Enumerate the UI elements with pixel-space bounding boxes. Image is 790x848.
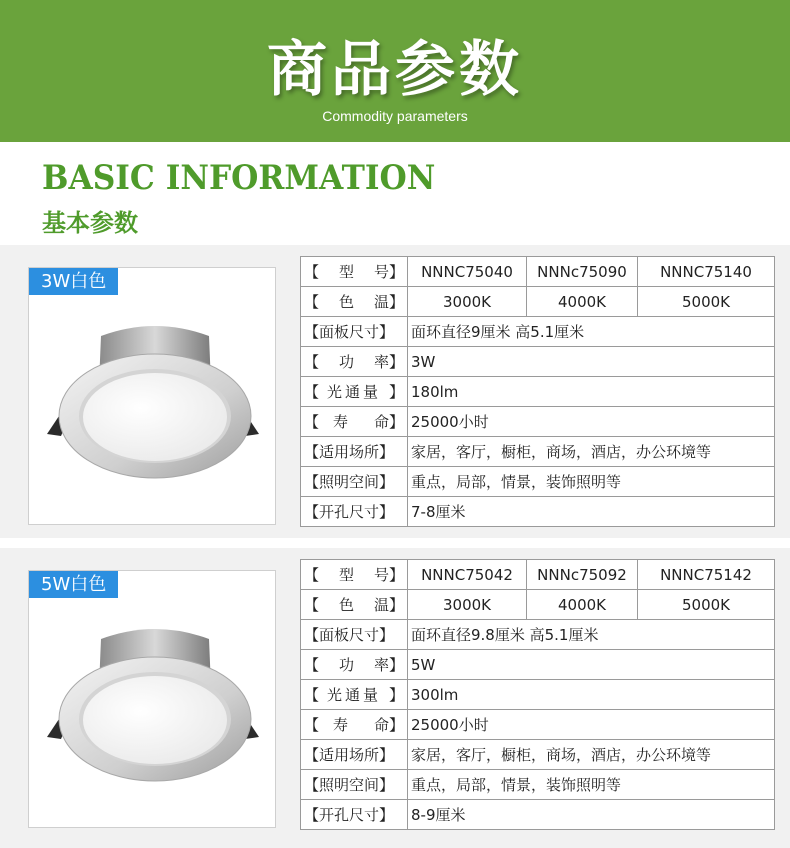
model-value: NNNc75092 <box>527 560 638 590</box>
label-color-temp: 【 色 温】 <box>301 590 408 620</box>
table-row <box>301 710 775 740</box>
label-model: 【 型 号】 <box>301 257 408 287</box>
temp-value: 5000K <box>638 287 775 317</box>
applicable-places-value: 家居，客厅，橱柜，商场，酒店，办公环境等 <box>408 740 775 770</box>
product-badge: 5W白色 <box>29 571 118 598</box>
table-row <box>301 437 775 467</box>
applicable-places-value: 家居，客厅，橱柜，商场，酒店，办公环境等 <box>408 437 775 467</box>
temp-value: 3000K <box>408 590 527 620</box>
lifespan-value: 25000小时 <box>408 407 775 437</box>
table-row <box>301 257 775 287</box>
temp-value: 3000K <box>408 287 527 317</box>
temp-value: 5000K <box>638 590 775 620</box>
table-row <box>301 620 775 650</box>
section-title-en: BASIC INFORMATION <box>42 158 436 198</box>
downlight-image <box>39 306 267 486</box>
luminous-flux-value: 180lm <box>408 377 775 407</box>
header-banner <box>0 0 790 142</box>
panel-size-value: 面环直径9厘米 高5.1厘米 <box>408 317 775 347</box>
product-photo-5w <box>28 570 276 828</box>
label-lifespan: 【 寿 命】 <box>301 407 408 437</box>
model-value: NNNC75142 <box>638 560 775 590</box>
table-row <box>301 800 775 830</box>
table-row <box>301 590 775 620</box>
lighting-space-value: 重点，局部，情景，装饰照明等 <box>408 467 775 497</box>
table-row <box>301 740 775 770</box>
table-row <box>301 680 775 710</box>
label-power: 【 功 率】 <box>301 650 408 680</box>
panel-size-value: 面环直径9.8厘米 高5.1厘米 <box>408 620 775 650</box>
power-value: 3W <box>408 347 775 377</box>
temp-value: 4000K <box>527 287 638 317</box>
label-lifespan: 【 寿 命】 <box>301 710 408 740</box>
product-badge: 3W白色 <box>29 268 118 295</box>
downlight-image <box>39 609 267 789</box>
section-title-cn: 基本参数 <box>42 209 138 237</box>
product-section-5w <box>0 548 790 848</box>
model-value: NNNC75042 <box>408 560 527 590</box>
lighting-space-value: 重点，局部，情景，装饰照明等 <box>408 770 775 800</box>
label-model: 【 型 号】 <box>301 560 408 590</box>
label-luminous-flux: 【 光通量 】 <box>301 680 408 710</box>
model-value: NNNC75040 <box>408 257 527 287</box>
product-section-3w <box>0 245 790 538</box>
hole-size-value: 8-9厘米 <box>408 800 775 830</box>
table-row <box>301 317 775 347</box>
product-photo-3w <box>28 267 276 525</box>
table-row <box>301 287 775 317</box>
label-applicable-places: 【适用场所】 <box>301 740 408 770</box>
page-subtitle: Commodity parameters <box>322 108 468 124</box>
table-row <box>301 560 775 590</box>
page-title: 商品参数 <box>267 35 523 105</box>
hole-size-value: 7-8厘米 <box>408 497 775 527</box>
table-row <box>301 467 775 497</box>
label-power: 【 功 率】 <box>301 347 408 377</box>
table-row <box>301 377 775 407</box>
label-lighting-space: 【照明空间】 <box>301 467 408 497</box>
label-panel-size: 【面板尺寸】 <box>301 317 408 347</box>
model-value: NNNc75090 <box>527 257 638 287</box>
model-value: NNNC75140 <box>638 257 775 287</box>
power-value: 5W <box>408 650 775 680</box>
label-hole-size: 【开孔尺寸】 <box>301 800 408 830</box>
temp-value: 4000K <box>527 590 638 620</box>
table-row <box>301 407 775 437</box>
lifespan-value: 25000小时 <box>408 710 775 740</box>
table-row <box>301 770 775 800</box>
table-row <box>301 650 775 680</box>
label-applicable-places: 【适用场所】 <box>301 437 408 467</box>
label-luminous-flux: 【 光通量 】 <box>301 377 408 407</box>
label-panel-size: 【面板尺寸】 <box>301 620 408 650</box>
table-row <box>301 347 775 377</box>
spec-table-5w <box>300 559 775 830</box>
table-row <box>301 497 775 527</box>
label-hole-size: 【开孔尺寸】 <box>301 497 408 527</box>
spec-table-3w <box>300 256 775 527</box>
luminous-flux-value: 300lm <box>408 680 775 710</box>
label-color-temp: 【 色 温】 <box>301 287 408 317</box>
label-lighting-space: 【照明空间】 <box>301 770 408 800</box>
